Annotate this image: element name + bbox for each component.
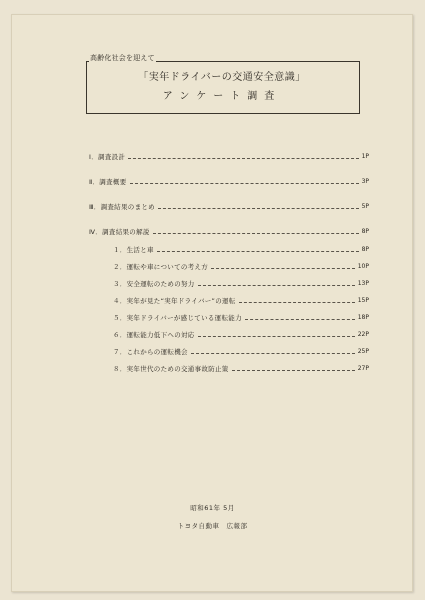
toc-entry-label: Ⅲ．調査結果のまとめ xyxy=(89,203,155,211)
toc-entry-page: 8P xyxy=(361,246,369,253)
dot-leader xyxy=(191,352,355,354)
toc-entry-page: 22P xyxy=(357,331,369,338)
dot-leader xyxy=(157,250,359,252)
toc-subentry xyxy=(113,312,369,323)
toc-entry-page: 5P xyxy=(361,203,369,210)
toc-entry-label: ８．実年世代のための交通事故防止策 xyxy=(113,365,229,373)
publisher: トヨタ自動車 広報部 xyxy=(177,522,248,530)
document-title: 「実年ドライバーの交通安全意識」 xyxy=(138,72,306,83)
dot-leader xyxy=(245,318,355,320)
toc-entry-label: ４．実年が見た“実年ドライバー”の運転 xyxy=(113,297,236,305)
toc-subentry xyxy=(113,261,369,272)
toc-entry-page: 3P xyxy=(361,178,369,185)
dot-leader xyxy=(232,369,355,371)
publication-date: 昭和61年 5月 xyxy=(190,504,235,512)
toc-entry xyxy=(89,201,369,212)
dot-leader xyxy=(158,207,359,209)
toc-entry xyxy=(89,176,369,187)
dot-leader xyxy=(128,157,358,159)
toc-subentry xyxy=(113,278,369,289)
toc-entry-page: 8P xyxy=(361,228,369,235)
dot-leader xyxy=(153,232,359,234)
dot-leader xyxy=(198,284,355,286)
toc-entry-page: 13P xyxy=(357,280,369,287)
toc-subentry xyxy=(113,295,369,306)
toc-entry-label: Ⅰ．調査設計 xyxy=(89,153,126,161)
toc-entry-label: ２．運転や車についての考え方 xyxy=(113,263,209,271)
toc-entry xyxy=(89,226,369,237)
document-subtitle: アンケート調査 xyxy=(162,91,282,102)
toc-entry-label: ７．これからの運転機会 xyxy=(113,348,188,356)
toc-entry-label: １．生活と車 xyxy=(113,246,154,254)
toc-entry-page: 27P xyxy=(357,365,369,372)
toc-subentry xyxy=(113,329,369,340)
toc-entry-label: ３．安全運転のための努力 xyxy=(113,280,195,288)
toc-entry xyxy=(89,151,369,162)
dot-leader xyxy=(211,267,355,269)
dot-leader xyxy=(239,301,355,303)
toc-entry-page: 18P xyxy=(357,314,369,321)
toc-subentry xyxy=(113,363,369,374)
toc-subentry xyxy=(113,346,369,357)
toc-entry-label: ５．実年ドライバーが感じている運転能力 xyxy=(113,314,242,322)
toc-entry-label: Ⅱ．調査概要 xyxy=(89,178,127,186)
toc-entry-page: 25P xyxy=(357,348,369,355)
title-box-caption: 高齢化社会を迎えて xyxy=(90,54,155,62)
toc-entry-label: ６．運転能力低下への対応 xyxy=(113,331,195,339)
toc-entry-page: 1P xyxy=(361,153,369,160)
toc-entry-page: 10P xyxy=(357,263,369,270)
toc-entry-page: 15P xyxy=(357,297,369,304)
dot-leader xyxy=(130,182,359,184)
toc-subentry xyxy=(113,244,369,255)
toc-entry-label: Ⅳ．調査結果の解説 xyxy=(89,228,150,236)
dot-leader xyxy=(198,335,355,337)
